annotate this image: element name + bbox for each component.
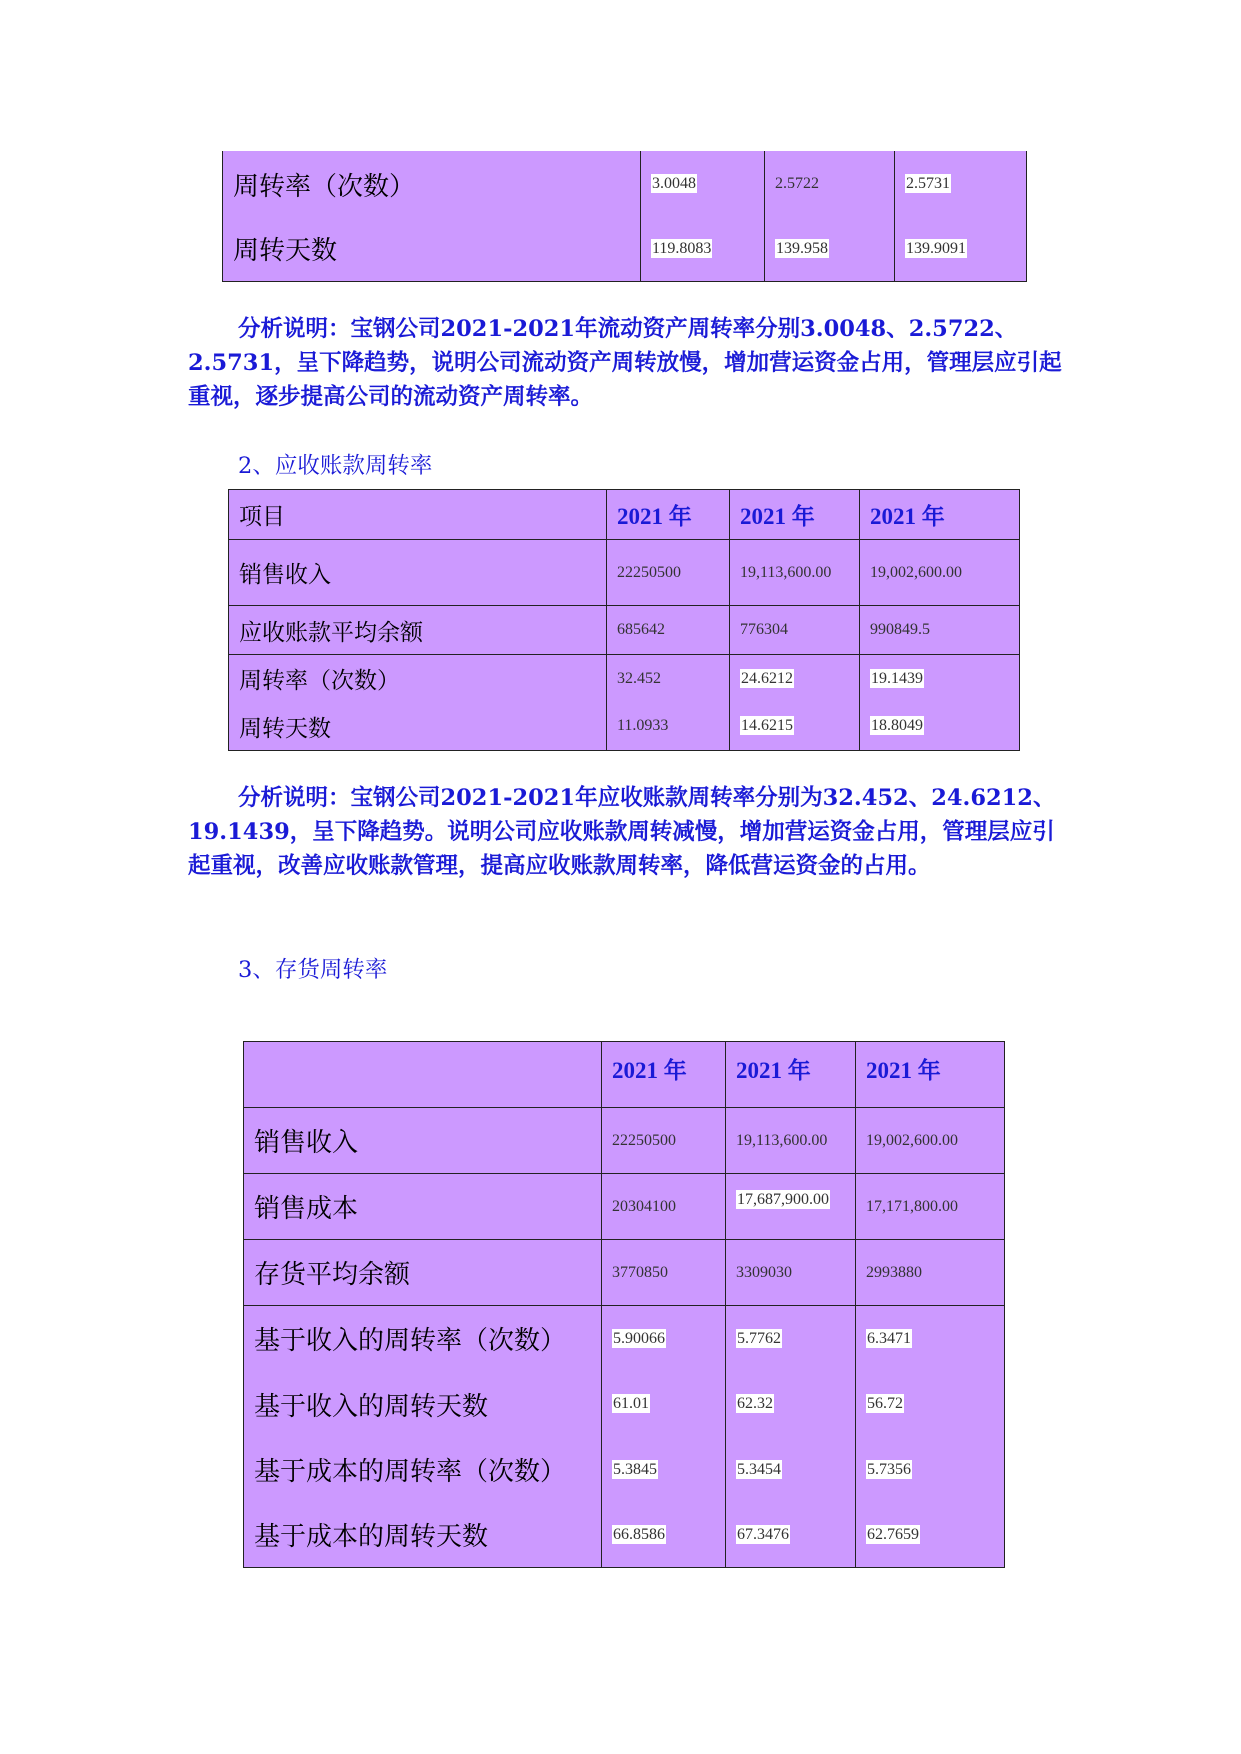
table-row	[244, 1174, 1005, 1240]
column-header: 项目	[239, 504, 285, 530]
table-row	[244, 1437, 1005, 1503]
column-header: 2021 年	[617, 504, 692, 529]
row-label: 周转天数	[239, 715, 331, 742]
table-cell: 19,002,600.00	[866, 1131, 958, 1149]
row-label: 销售收入	[254, 1128, 359, 1158]
table-cell: 5.3454	[737, 1460, 781, 1478]
table-cell: 62.32	[737, 1395, 773, 1412]
table-cell: 5.90066	[613, 1329, 665, 1347]
row-label: 周转率（次数）	[233, 171, 416, 202]
table-row	[223, 217, 1027, 281]
table-cell: 17,171,800.00	[866, 1197, 958, 1215]
table-cell: 2993880	[866, 1263, 922, 1281]
column-header: 2021 年	[866, 1058, 941, 1083]
table-cell: 3309030	[736, 1263, 792, 1281]
table-row	[244, 1372, 1005, 1437]
table-row	[229, 540, 1020, 606]
row-label: 销售收入	[239, 562, 331, 588]
table-cell: 24.6212	[741, 669, 793, 687]
table-cell: 119.8083	[652, 239, 712, 257]
table-cell: 990849.5	[870, 621, 930, 638]
column-header: 2021 年	[612, 1058, 687, 1083]
row-label: 周转率（次数）	[239, 668, 400, 695]
table-cell: 5.7356	[867, 1460, 911, 1478]
table-header-row	[229, 490, 1020, 540]
receivables-turnover-table	[228, 489, 1020, 751]
column-header: 2021 年	[870, 504, 945, 529]
table-cell: 14.6215	[741, 717, 793, 735]
table-cell: 3.0048	[652, 175, 696, 192]
table-row	[229, 606, 1020, 655]
column-header: 2021 年	[736, 1058, 811, 1083]
table-row	[244, 1306, 1005, 1372]
table-cell: 5.3845	[613, 1460, 657, 1478]
inventory-turnover-table	[243, 1041, 1005, 1568]
table-cell: 32.452	[617, 669, 661, 687]
section-heading: 3、存货周转率	[238, 957, 388, 983]
table-cell: 61.01	[613, 1395, 649, 1412]
table-cell: 685642	[617, 621, 665, 638]
table-row	[229, 703, 1020, 751]
table-cell: 62.7659	[867, 1525, 919, 1543]
table-row	[244, 1240, 1005, 1306]
table-row	[244, 1108, 1005, 1174]
row-label: 存货平均余额	[254, 1260, 411, 1290]
table-cell: 2.5731	[906, 175, 950, 192]
table-header-row	[244, 1042, 1005, 1108]
table-cell: 66.8586	[613, 1525, 665, 1543]
row-label: 销售成本	[254, 1194, 359, 1224]
table-cell: 19,113,600.00	[740, 563, 832, 581]
table-cell: 22250500	[612, 1131, 676, 1149]
table-row	[244, 1503, 1005, 1568]
analysis-paragraph: 分析说明：宝钢公司2021-2021年流动资产周转率分别3.0048、2.5722、2.5731，呈下降趋势，说明公司流动资产周转放慢，增加营运资金占用，管理层应引起重视，逐步提高公司的流动资产周转率。	[188, 316, 1062, 410]
table-cell: 22250500	[617, 563, 681, 581]
table-cell: 18.8049	[871, 717, 923, 735]
table-cell: 2.5722	[775, 175, 819, 192]
table-cell: 11.0933	[617, 717, 669, 735]
table-cell: 139.958	[776, 239, 828, 257]
table-cell: 17,687,900.00	[737, 1191, 829, 1208]
analysis-paragraph: 分析说明：宝钢公司2021-2021年应收账款周转率分别为32.452、24.6212、19.1439，呈下降趋势。说明公司应收账款周转减慢，增加营运资金占用，管理层应引起重视，改善应收账款管理，提高应收账款周转率，降低营运资金的占用。	[188, 785, 1056, 879]
table-cell: 56.72	[867, 1395, 903, 1412]
section-heading: 2、应收账款周转率	[238, 453, 433, 479]
table-cell: 19.1439	[871, 669, 923, 687]
table-cell: 5.7762	[737, 1329, 781, 1347]
table-row	[229, 655, 1020, 703]
table-cell: 6.3471	[867, 1329, 911, 1347]
row-label: 基于成本的周转率（次数）	[254, 1457, 567, 1487]
column-header: 2021 年	[740, 504, 815, 529]
row-label: 周转天数	[233, 236, 338, 267]
table-cell: 19,113,600.00	[736, 1131, 828, 1149]
row-label: 应收账款平均余额	[239, 619, 423, 646]
table-cell: 776304	[740, 621, 788, 638]
table-cell: 67.3476	[737, 1525, 789, 1543]
table-cell: 3770850	[612, 1263, 668, 1281]
table-cell: 139.9091	[906, 239, 966, 257]
table-cell: 20304100	[612, 1197, 676, 1215]
row-label: 基于收入的周转天数	[254, 1391, 489, 1422]
table-row	[223, 151, 1027, 217]
current-asset-turnover-table	[222, 151, 1027, 282]
row-label: 基于收入的周转率（次数）	[254, 1326, 567, 1357]
row-label: 基于成本的周转天数	[254, 1522, 489, 1553]
table-cell: 19,002,600.00	[870, 563, 962, 581]
